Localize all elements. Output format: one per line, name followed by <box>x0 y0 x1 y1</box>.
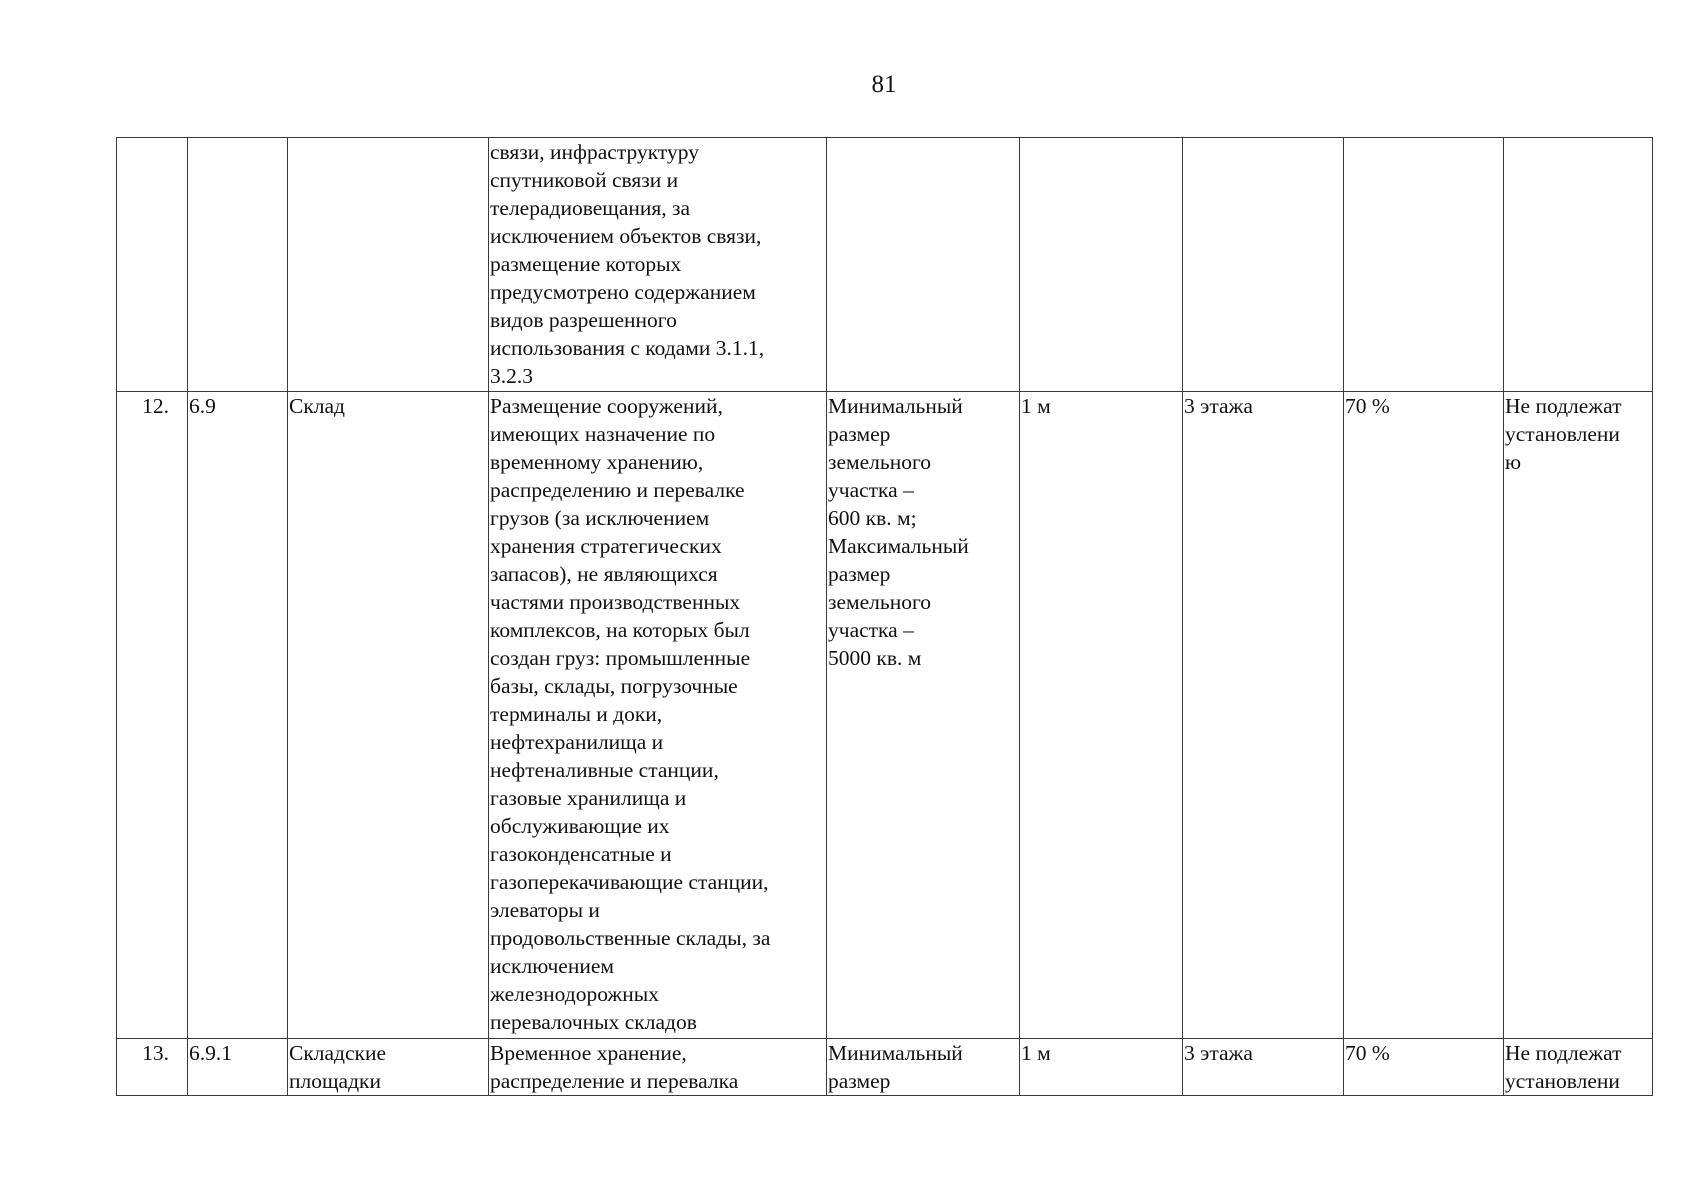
plot-size-cell <box>827 138 1020 392</box>
table-row <box>117 138 1653 392</box>
code-cell <box>188 138 288 392</box>
description-cell: Временное хранение, распределение и перевалка <box>489 1039 827 1096</box>
table-row <box>117 1039 1653 1096</box>
row-number-cell: 13. <box>117 1039 188 1096</box>
plot-size-cell: Минимальный размер <box>827 1039 1020 1096</box>
restrictions-cell: Не подлежат установлени ю <box>1504 392 1653 1039</box>
land-use-table <box>116 137 1653 1096</box>
coverage-cell <box>1344 138 1504 392</box>
description-cell: связи, инфраструктуру спутниковой связи и телерадиовещания, за исключением объектов связи, размещение которых предусмотрено содержанием видов разрешенного использования с кодами 3.1.1, 3.2.3 <box>489 138 827 392</box>
row-number-cell <box>117 138 188 392</box>
table-row <box>117 392 1653 1039</box>
description-cell: Размещение сооружений, имеющих назначение по временному хранению, распределению и перевалке грузов (за исключением хранения стратегических запасов), не являющихся частями производственных комплексов, на которых был создан груз: промышленные базы, склады, погрузочные терминалы и доки, нефтехранилища и нефтеналивные станции, газовые хранилища и обслуживающие их газоконденсатные и газоперекачивающие станции, элеваторы и продовольственные склады, за исключением железнодорожных перевалочных складов <box>489 392 827 1039</box>
code-cell: 6.9 <box>188 392 288 1039</box>
use-name-cell: Складские площадки <box>288 1039 489 1096</box>
restrictions-cell <box>1504 138 1653 392</box>
coverage-cell: 70 % <box>1344 1039 1504 1096</box>
indent-cell: 1 м <box>1020 392 1183 1039</box>
code-cell: 6.9.1 <box>188 1039 288 1096</box>
page-number: 81 <box>871 71 897 98</box>
floors-cell <box>1183 138 1344 392</box>
restrictions-cell: Не подлежат установлени <box>1504 1039 1653 1096</box>
row-number-cell: 12. <box>117 392 188 1039</box>
indent-cell: 1 м <box>1020 1039 1183 1096</box>
use-name-cell <box>288 138 489 392</box>
plot-size-cell: Минимальный размер земельного участка – 600 кв. м; Максимальный размер земельного участка – 5000 кв. м <box>827 392 1020 1039</box>
use-name-cell: Склад <box>288 392 489 1039</box>
coverage-cell: 70 % <box>1344 392 1504 1039</box>
floors-cell: 3 этажа <box>1183 392 1344 1039</box>
floors-cell: 3 этажа <box>1183 1039 1344 1096</box>
indent-cell <box>1020 138 1183 392</box>
